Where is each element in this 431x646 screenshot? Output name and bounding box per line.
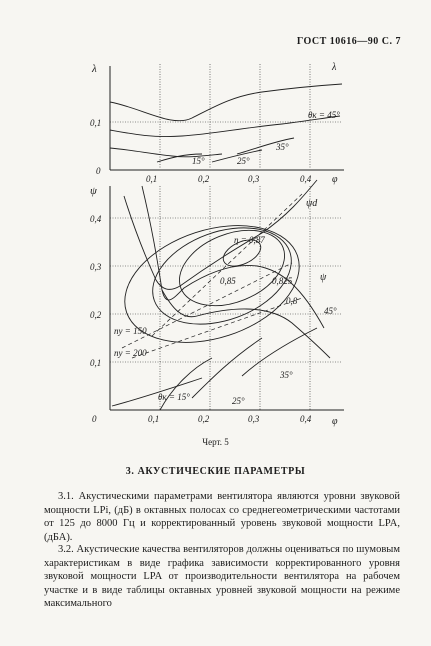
psi-x-label: φ — [332, 416, 338, 427]
eff-label-085: 0,85 — [220, 276, 236, 286]
psi-axis-label: ψ — [90, 185, 97, 197]
lambda-x-tick-02: 0,2 — [198, 174, 210, 184]
psi-d-label: ψd — [306, 198, 318, 209]
lambda-angle-45: θк = 45° — [308, 110, 340, 120]
lambda-angle-15: 15° — [192, 156, 205, 166]
psi-x-tick-02: 0,2 — [198, 414, 210, 424]
psi-angle-45: 45° — [324, 306, 337, 316]
fan-characteristic-figure — [62, 58, 362, 440]
eff-label-0825: 0,825 — [272, 276, 293, 286]
psi-y-tick-03: 0,3 — [90, 262, 102, 272]
psi-x-tick-04: 0,4 — [300, 414, 312, 424]
psi-x-tick-0: 0 — [92, 414, 97, 424]
lambda-x-tick-01: 0,1 — [146, 174, 158, 184]
ny-label-200: ny = 200 — [114, 348, 147, 358]
page-header: ГОСТ 10616—90 С. 7 — [296, 36, 401, 47]
psi-label: ψ — [320, 272, 327, 283]
paragraph-3-2: 3.2. Акустические качества вентиляторов должны оцениваться по шумовым характеристикам в виде графика зависимости корректированного уровня звуковой мощности LPA от производительности вентилятора на рабочем участке и в виде таблицы октавных уровней звуковой мощности на режиме максимального — [44, 544, 400, 610]
figure-caption: Черт. 5 — [202, 437, 229, 447]
lambda-x-tick-03: 0,3 — [248, 174, 260, 184]
paragraph-3-1: 3.1. Акустическими параметрами вентилятора являются уровни звуковой мощности LPi, (дБ) в октавных полосах со среднегеометрическими частотами от 125 до 8000 Гц и корректированный уровень звуковой мощности LPA, (дБА). — [44, 491, 400, 543]
lambda-angle-35: 35° — [276, 142, 289, 152]
psi-x-tick-03: 0,3 — [248, 414, 260, 424]
psi-panel — [110, 180, 344, 410]
lambda-x-tick-04: 0,4 — [300, 174, 312, 184]
psi-x-tick-01: 0,1 — [148, 414, 160, 424]
psi-y-tick-01: 0,1 — [90, 358, 102, 368]
lambda-curve-label: λ — [332, 62, 337, 73]
lambda-angle-25: 25° — [237, 156, 250, 166]
lambda-y-tick-0: 0 — [96, 166, 101, 176]
psi-angle-15: θк = 15° — [158, 392, 190, 402]
psi-y-tick-04: 0,4 — [90, 214, 102, 224]
lambda-y-tick-01: 0,1 — [90, 118, 102, 128]
fan-characteristic-chart — [62, 58, 362, 440]
ny-label-150: ny = 150 — [114, 326, 147, 336]
eff-label-087: η = 0,87 — [234, 235, 265, 245]
section-title: 3. АКУСТИЧЕСКИЕ ПАРАМЕТРЫ — [125, 466, 306, 477]
psi-angle-25: 25° — [232, 396, 245, 406]
lambda-x-label: φ — [332, 174, 338, 185]
eff-label-08: 0,8 — [286, 296, 298, 306]
psi-angle-35: 35° — [280, 370, 293, 380]
lambda-axis-label: λ — [92, 63, 97, 75]
psi-y-tick-02: 0,2 — [90, 310, 102, 320]
